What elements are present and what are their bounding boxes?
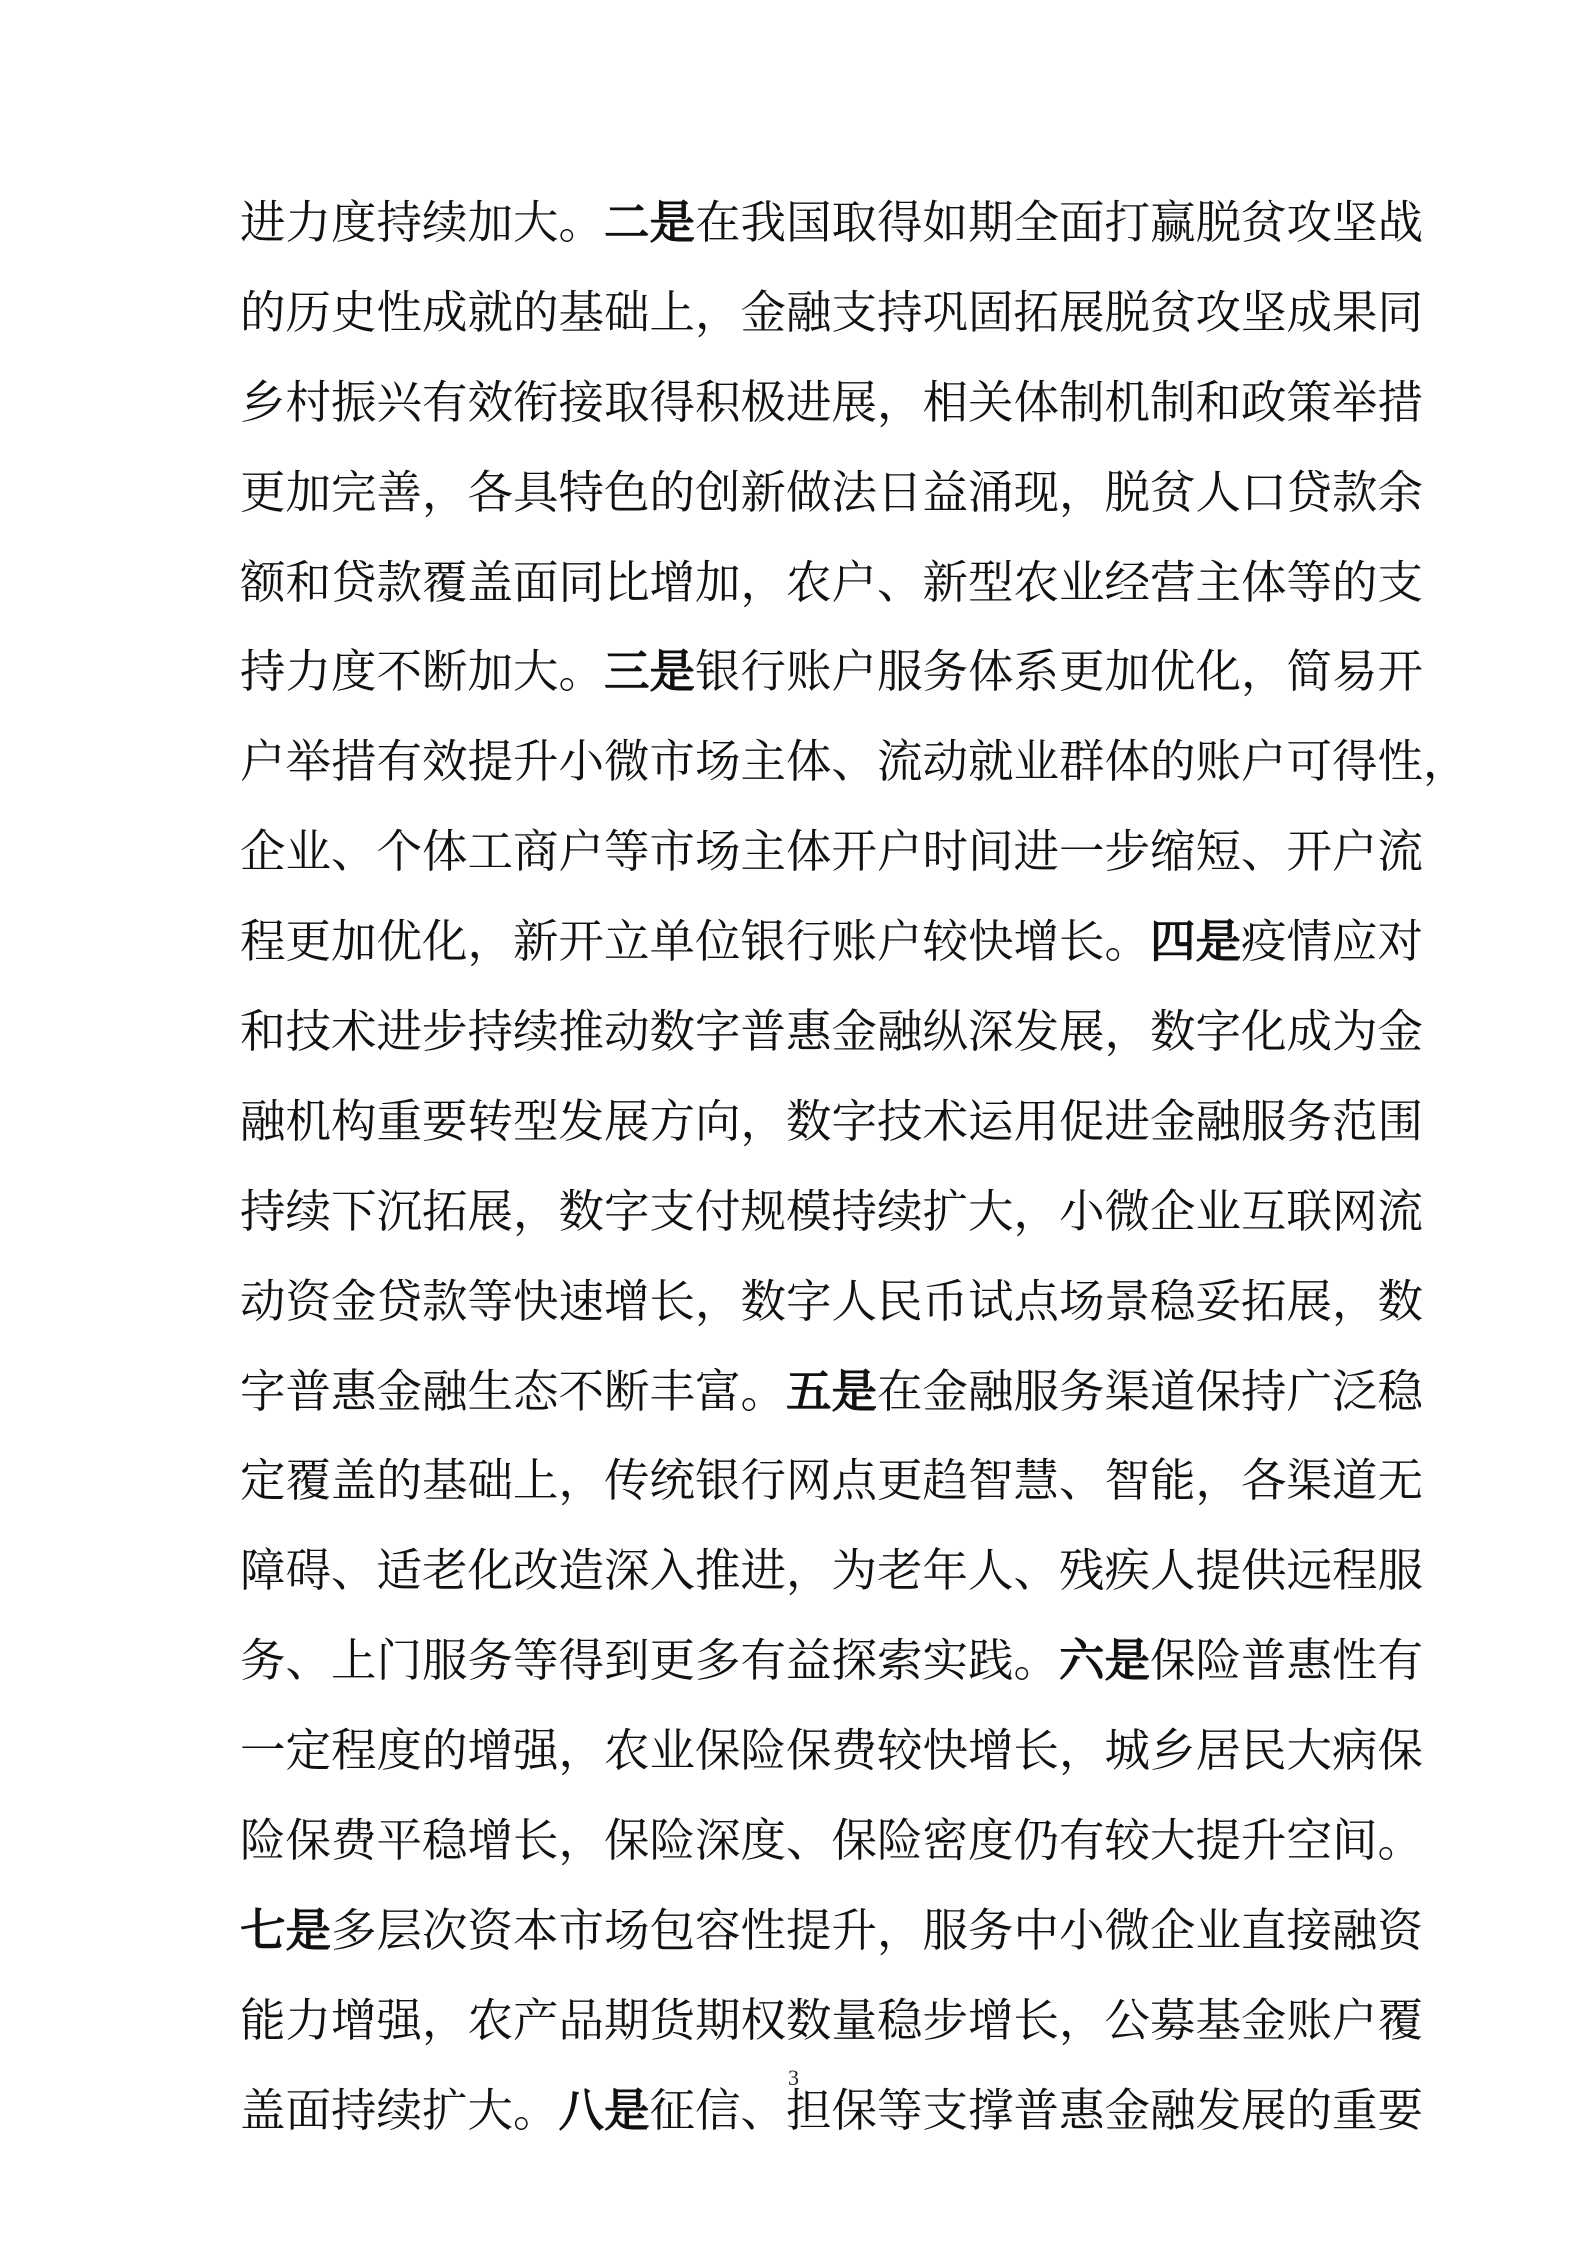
text-line: 定覆盖的基础上，传统银行网点更趋智慧、智能，各渠道无 xyxy=(240,1454,1424,1508)
text-line: 户举措有效提升小微市场主体、流动就业群体的账户可得性， xyxy=(240,735,1469,789)
text-line: 一定程度的增强，农业保险保费较快增长，城乡居民大病保 xyxy=(240,1724,1424,1778)
text-line: 能力增强，农产品期货期权数量稳步增长，公募基金账户覆 xyxy=(240,1993,1424,2047)
body-paragraph xyxy=(240,178,1469,2156)
emphasis-ordinal: 三是 xyxy=(604,645,696,699)
text-line: 字普惠金融生态不断丰富。五是在金融服务渠道保持广泛稳 xyxy=(240,1364,1424,1418)
text-line: 程更加优化，新开立单位银行账户较快增长。四是疫情应对 xyxy=(240,915,1424,969)
emphasis-ordinal: 五是 xyxy=(786,1364,878,1418)
text-line: 务、上门服务等得到更多有益探索实践。六是保险普惠性有 xyxy=(240,1634,1424,1688)
text-line: 持续下沉拓展，数字支付规模持续扩大，小微企业互联网流 xyxy=(240,1184,1424,1238)
text-line: 七是多层次资本市场包容性提升，服务中小微企业直接融资 xyxy=(240,1903,1424,1957)
text-line: 障碍、适老化改造深入推进，为老年人、残疾人提供远程服 xyxy=(240,1544,1424,1598)
emphasis-ordinal: 四是 xyxy=(1150,915,1242,969)
emphasis-ordinal: 六是 xyxy=(1059,1634,1151,1688)
text-line: 乡村振兴有效衔接取得积极进展，相关体制机制和政策举措 xyxy=(240,375,1424,429)
emphasis-ordinal: 二是 xyxy=(604,196,696,249)
emphasis-ordinal: 八是 xyxy=(558,2083,650,2137)
text-line: 和技术进步持续推动数字普惠金融纵深发展，数字化成为金 xyxy=(240,1005,1424,1059)
text-line: 险保费平稳增长，保险深度、保险密度仍有较大提升空间。 xyxy=(240,1814,1424,1868)
text-line: 更加完善，各具特色的创新做法日益涌现，脱贫人口贷款余 xyxy=(240,465,1424,519)
text-line: 企业、个体工商户等市场主体开户时间进一步缩短、开户流 xyxy=(240,825,1424,879)
text-line: 的历史性成就的基础上，金融支持巩固拓展脱贫攻坚成果同 xyxy=(240,285,1424,339)
page-number: 3 xyxy=(788,2065,799,2090)
emphasis-ordinal: 七是 xyxy=(240,1903,332,1957)
text-line: 动资金贷款等快速增长，数字人民币试点场景稳妥拓展，数 xyxy=(240,1274,1424,1328)
text-line: 盖面持续扩大。八是征信、担保等支撑普惠金融发展的重要 xyxy=(240,2083,1424,2137)
text-line: 融机构重要转型发展方向，数字技术运用促进金融服务范围 xyxy=(240,1094,1424,1148)
text-line: 额和贷款覆盖面同比增加，农户、新型农业经营主体等的支 xyxy=(240,555,1424,609)
text-line: 持力度不断加大。三是银行账户服务体系更加优化，简易开 xyxy=(240,645,1424,699)
text-line: 进力度持续加大。二是在我国取得如期全面打赢脱贫攻坚战 xyxy=(240,196,1424,249)
